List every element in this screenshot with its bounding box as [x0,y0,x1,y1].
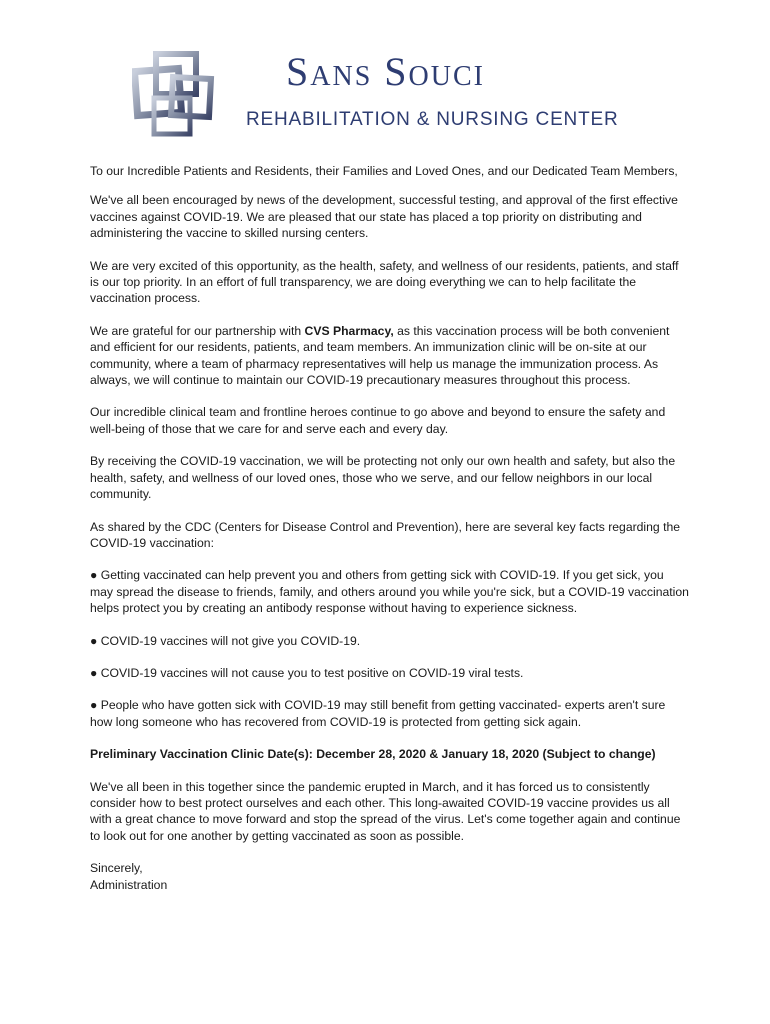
letter-body [90,163,690,893]
letterhead [0,0,770,150]
fact-item: ● COVID-19 vaccines will not cause you to test positive on COVID-19 viral tests. [90,665,524,680]
paragraph-clinical-team: Our incredible clinical team and frontline heroes continue to go above and beyond to ensure the safety and well-being of those that we care for and serve each and every day. [90,405,666,436]
closing-paragraph: We've all been in this together since the pandemic erupted in March, and it has forced us to consistently consider how to best protect ourselves and each other. This long-awaited COVID-19 vaccine provides us all with a great chance to move forward and stop the spread of the virus. Let's come together again and continue to look out for one another by getting vaccinated as soon as possible. [90,779,681,843]
fact-item: ● People who have gotten sick with COVID-19 may still benefit from getting vaccinated- experts aren't sure how long someone who has recovered from COVID-19 is protected from getting sick again. [90,698,666,729]
signoff-block [90,860,690,893]
paragraph-cdc-intro: As shared by the CDC (Centers for Disease Control and Prevention), here are several key facts regarding the COVID-19 vaccination: [90,519,681,550]
partner-name: CVS Pharmacy, [304,323,394,338]
fact-item: ● COVID-19 vaccines will not give you COVID-19. [90,633,361,648]
signature: Administration [90,877,168,892]
salutation: To our Incredible Patients and Residents, their Families and Loved Ones, and our Dedicated Team Members, [90,164,678,178]
clinic-dates [90,746,690,762]
org-subtitle: REHABILITATION & NURSING CENTER [246,109,619,130]
interlocking-squares-logo-icon [132,48,226,142]
partnership-intro: We are grateful for our partnership with [90,323,305,338]
paragraph-protection: By receiving the COVID-19 vaccination, we will be protecting not only our own health and safety, but also the health, safety, and wellness of our loved ones, those who we serve, and our fellow neighbors in our local community. [90,454,676,502]
paragraph-vaccine-news: We've all been encouraged by news of the development, successful testing, and approval of the first effective vaccines against COVID-19. We are pleased that our state has placed a top priority on distributing and administering the vaccine to skilled nursing centers. [90,193,678,241]
logo-wordmark [246,50,646,131]
org-name: Sans Souci [286,49,485,94]
fact-item: ● Getting vaccinated can help prevent you and others from getting sick with COVID-19. If you get sick, you may spread the disease to friends, family, and others around you while you're sick, but a COVID-19 vaccination helps protect you by creating an antibody response without having to experience sickness. [90,568,689,616]
partnership-details: as this vaccination process will be both convenient and efficient for our residents, patients, and team members. An immunization clinic will be on-site at our community, where a team of pharmacy representatives will help us manage the immunization process. As always, we will continue to maintain our COVID-19 precautionary measures throughout this process. [90,323,670,388]
signoff: Sincerely, [90,861,143,876]
clinic-dates-text: Preliminary Vaccination Clinic Date(s): December 28, 2020 & January 18, 2020 (Subject to change) [90,747,656,762]
paragraph-opportunity: We are very excited of this opportunity, as the health, safety, and wellness of our residents, patients, and staff is our top priority. In an effort of full transparency, we are doing everything we can to help facilitate the vaccination process. [90,258,679,306]
paragraph-partnership [90,323,690,389]
